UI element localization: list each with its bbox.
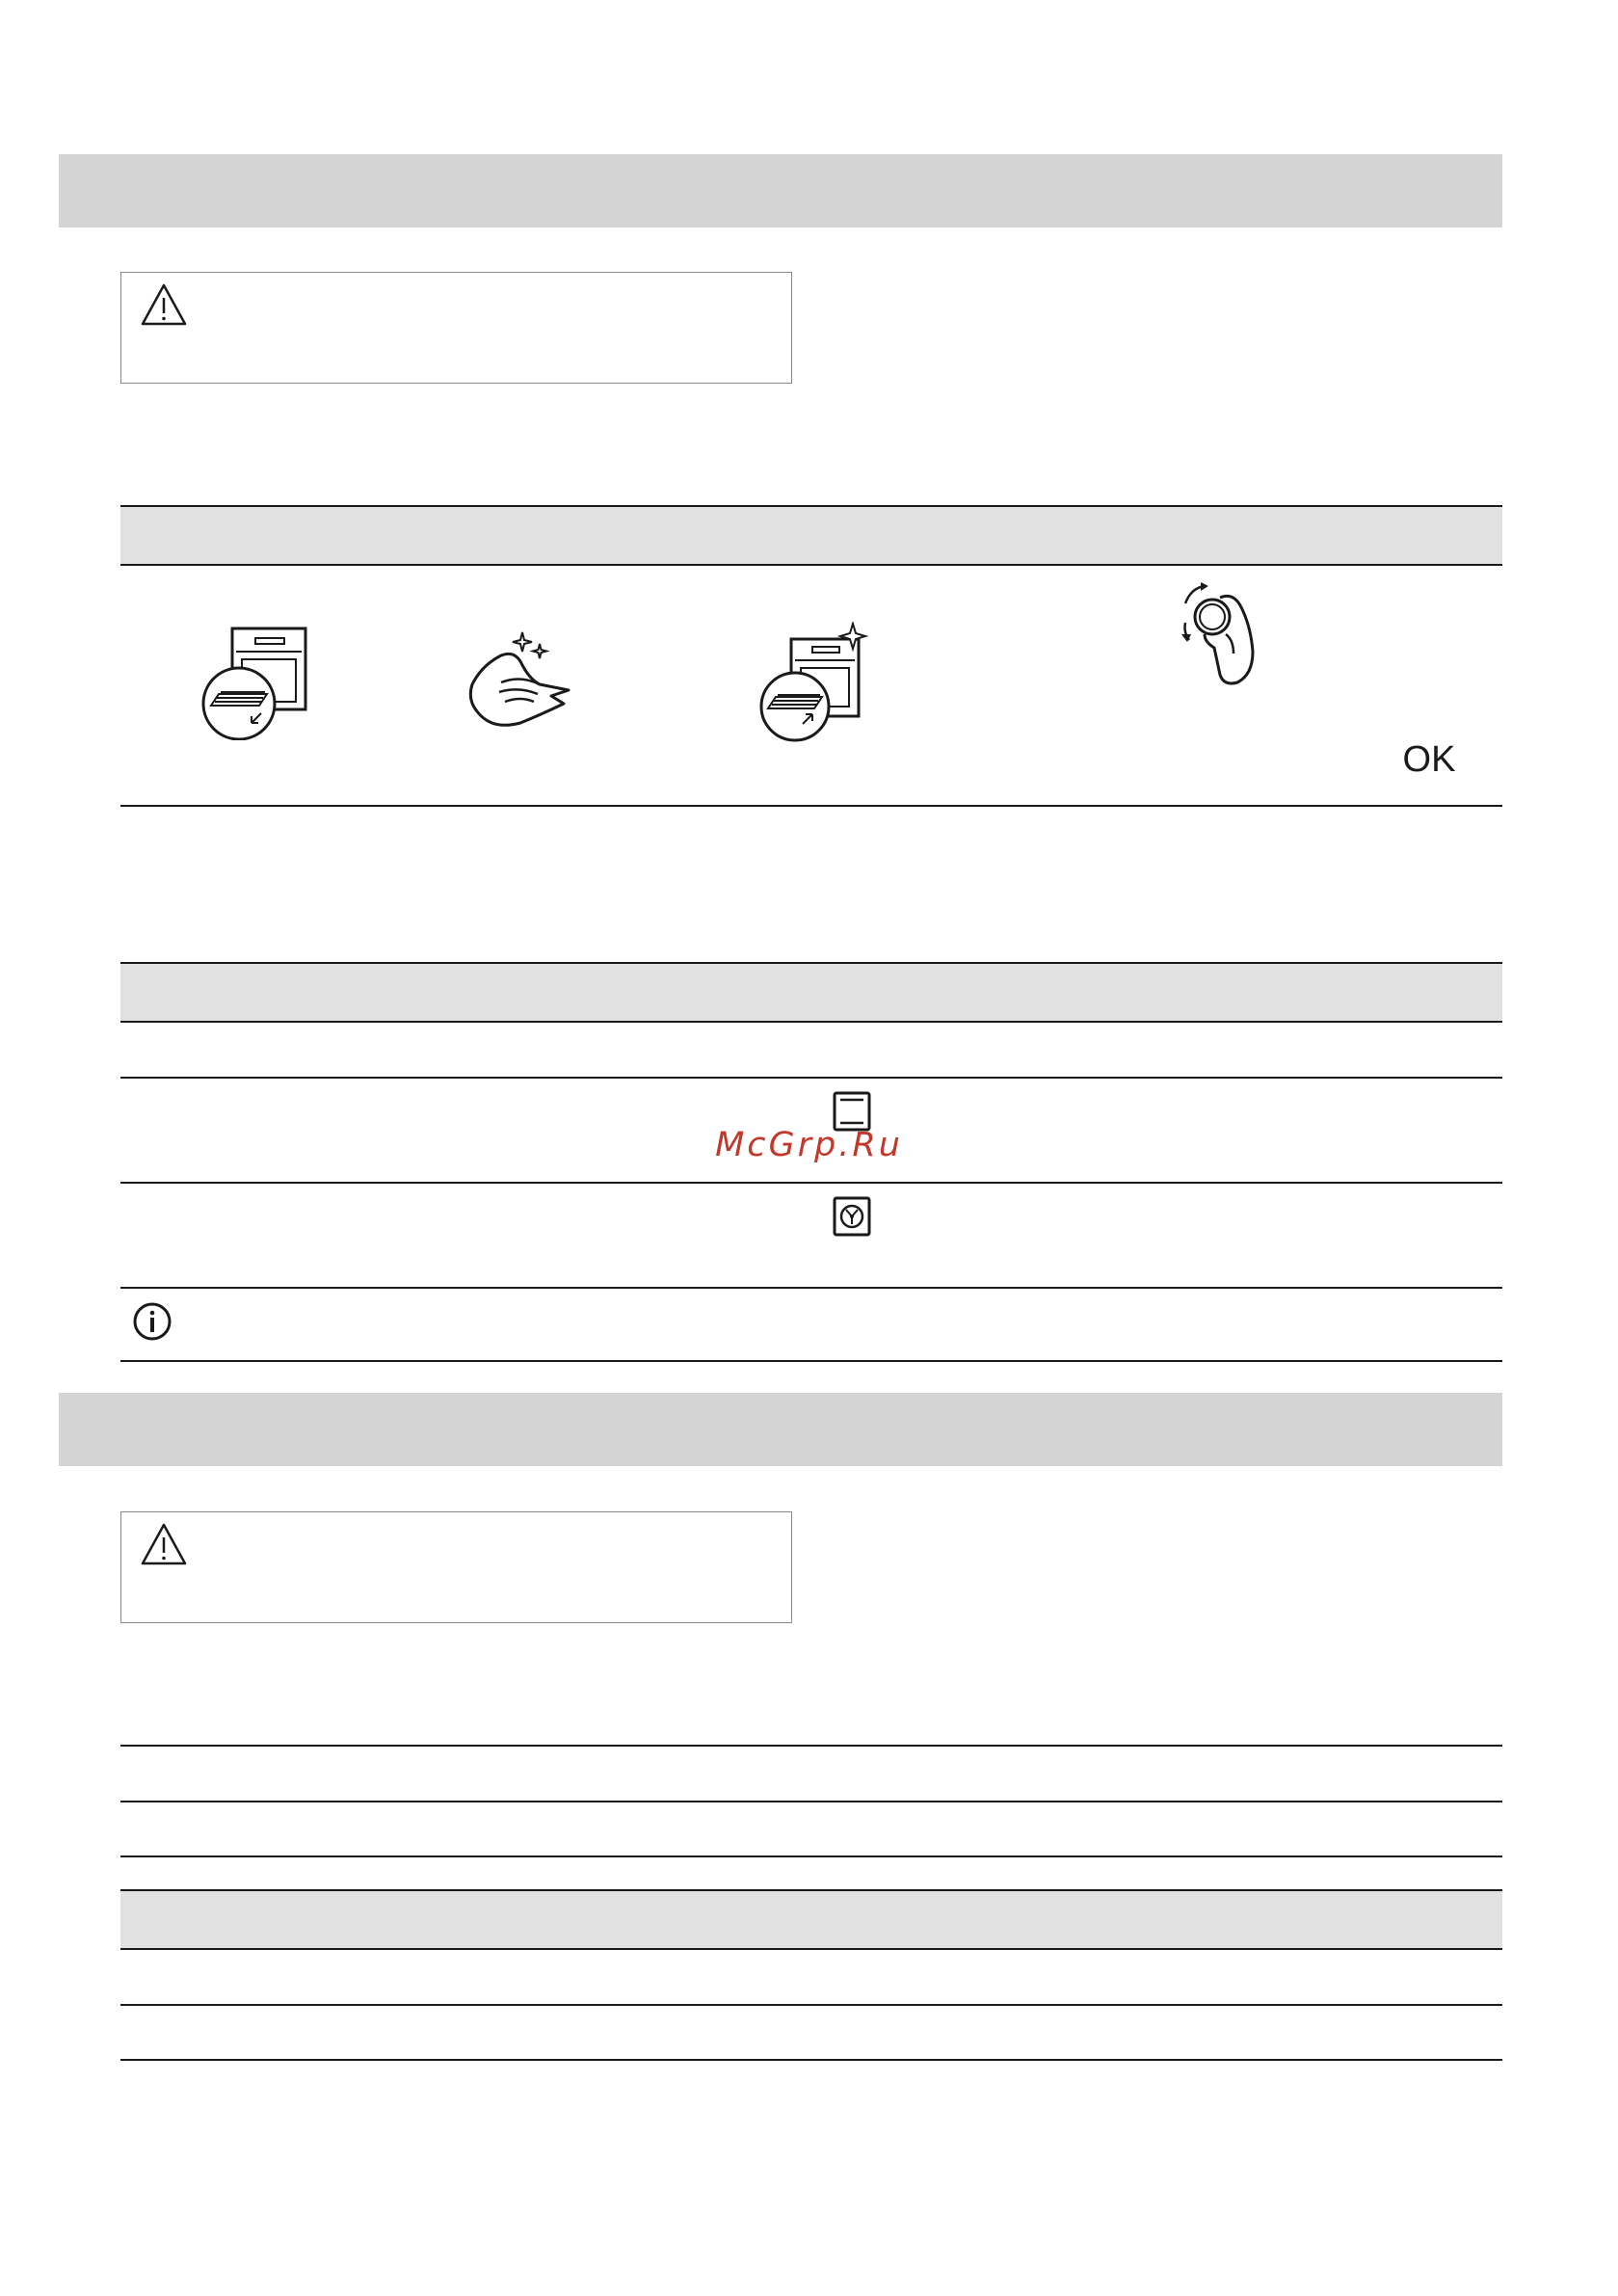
- table-rule: [120, 1021, 1502, 1023]
- table-rule: [120, 2059, 1502, 2061]
- oven-fan-icon: [833, 1196, 871, 1237]
- table-rule: [120, 1855, 1502, 1857]
- oven-insert-shelf-sparkle-icon: [756, 622, 877, 742]
- table-rule: [120, 1889, 1502, 1891]
- table-header-1: [120, 506, 1502, 564]
- table-rule: [120, 1801, 1502, 1802]
- hand-cloth-clean-icon: [463, 627, 588, 737]
- oven-remove-shelf-icon: [198, 625, 313, 740]
- warning-box-1: [120, 272, 792, 384]
- table-rule: [120, 962, 1502, 964]
- table-rule: [120, 1360, 1502, 1362]
- info-circle-icon: [131, 1300, 173, 1343]
- table-rule: [120, 1948, 1502, 1950]
- hand-rotate-knob-icon: [1166, 578, 1282, 704]
- table-header-4: [120, 1890, 1502, 1948]
- section-header-band-1: [59, 154, 1502, 227]
- warning-triangle-icon: [140, 1522, 188, 1566]
- table-header-2: [120, 963, 1502, 1021]
- table-rule: [120, 1182, 1502, 1184]
- warning-box-2: [120, 1511, 792, 1623]
- table-rule: [120, 1745, 1502, 1747]
- table-rule: [120, 564, 1502, 566]
- warning-triangle-icon: [140, 282, 188, 327]
- table-rule: [120, 2004, 1502, 2006]
- table-rule: [120, 1077, 1502, 1079]
- table-rule: [120, 805, 1502, 807]
- watermark-text: McGrp.Ru: [715, 1126, 903, 1164]
- ok-button-label: OK: [1402, 739, 1456, 780]
- table-rule: [120, 1287, 1502, 1289]
- watermark: [0, 1126, 1618, 1174]
- table-rule: [120, 505, 1502, 507]
- section-header-band-2: [59, 1393, 1502, 1466]
